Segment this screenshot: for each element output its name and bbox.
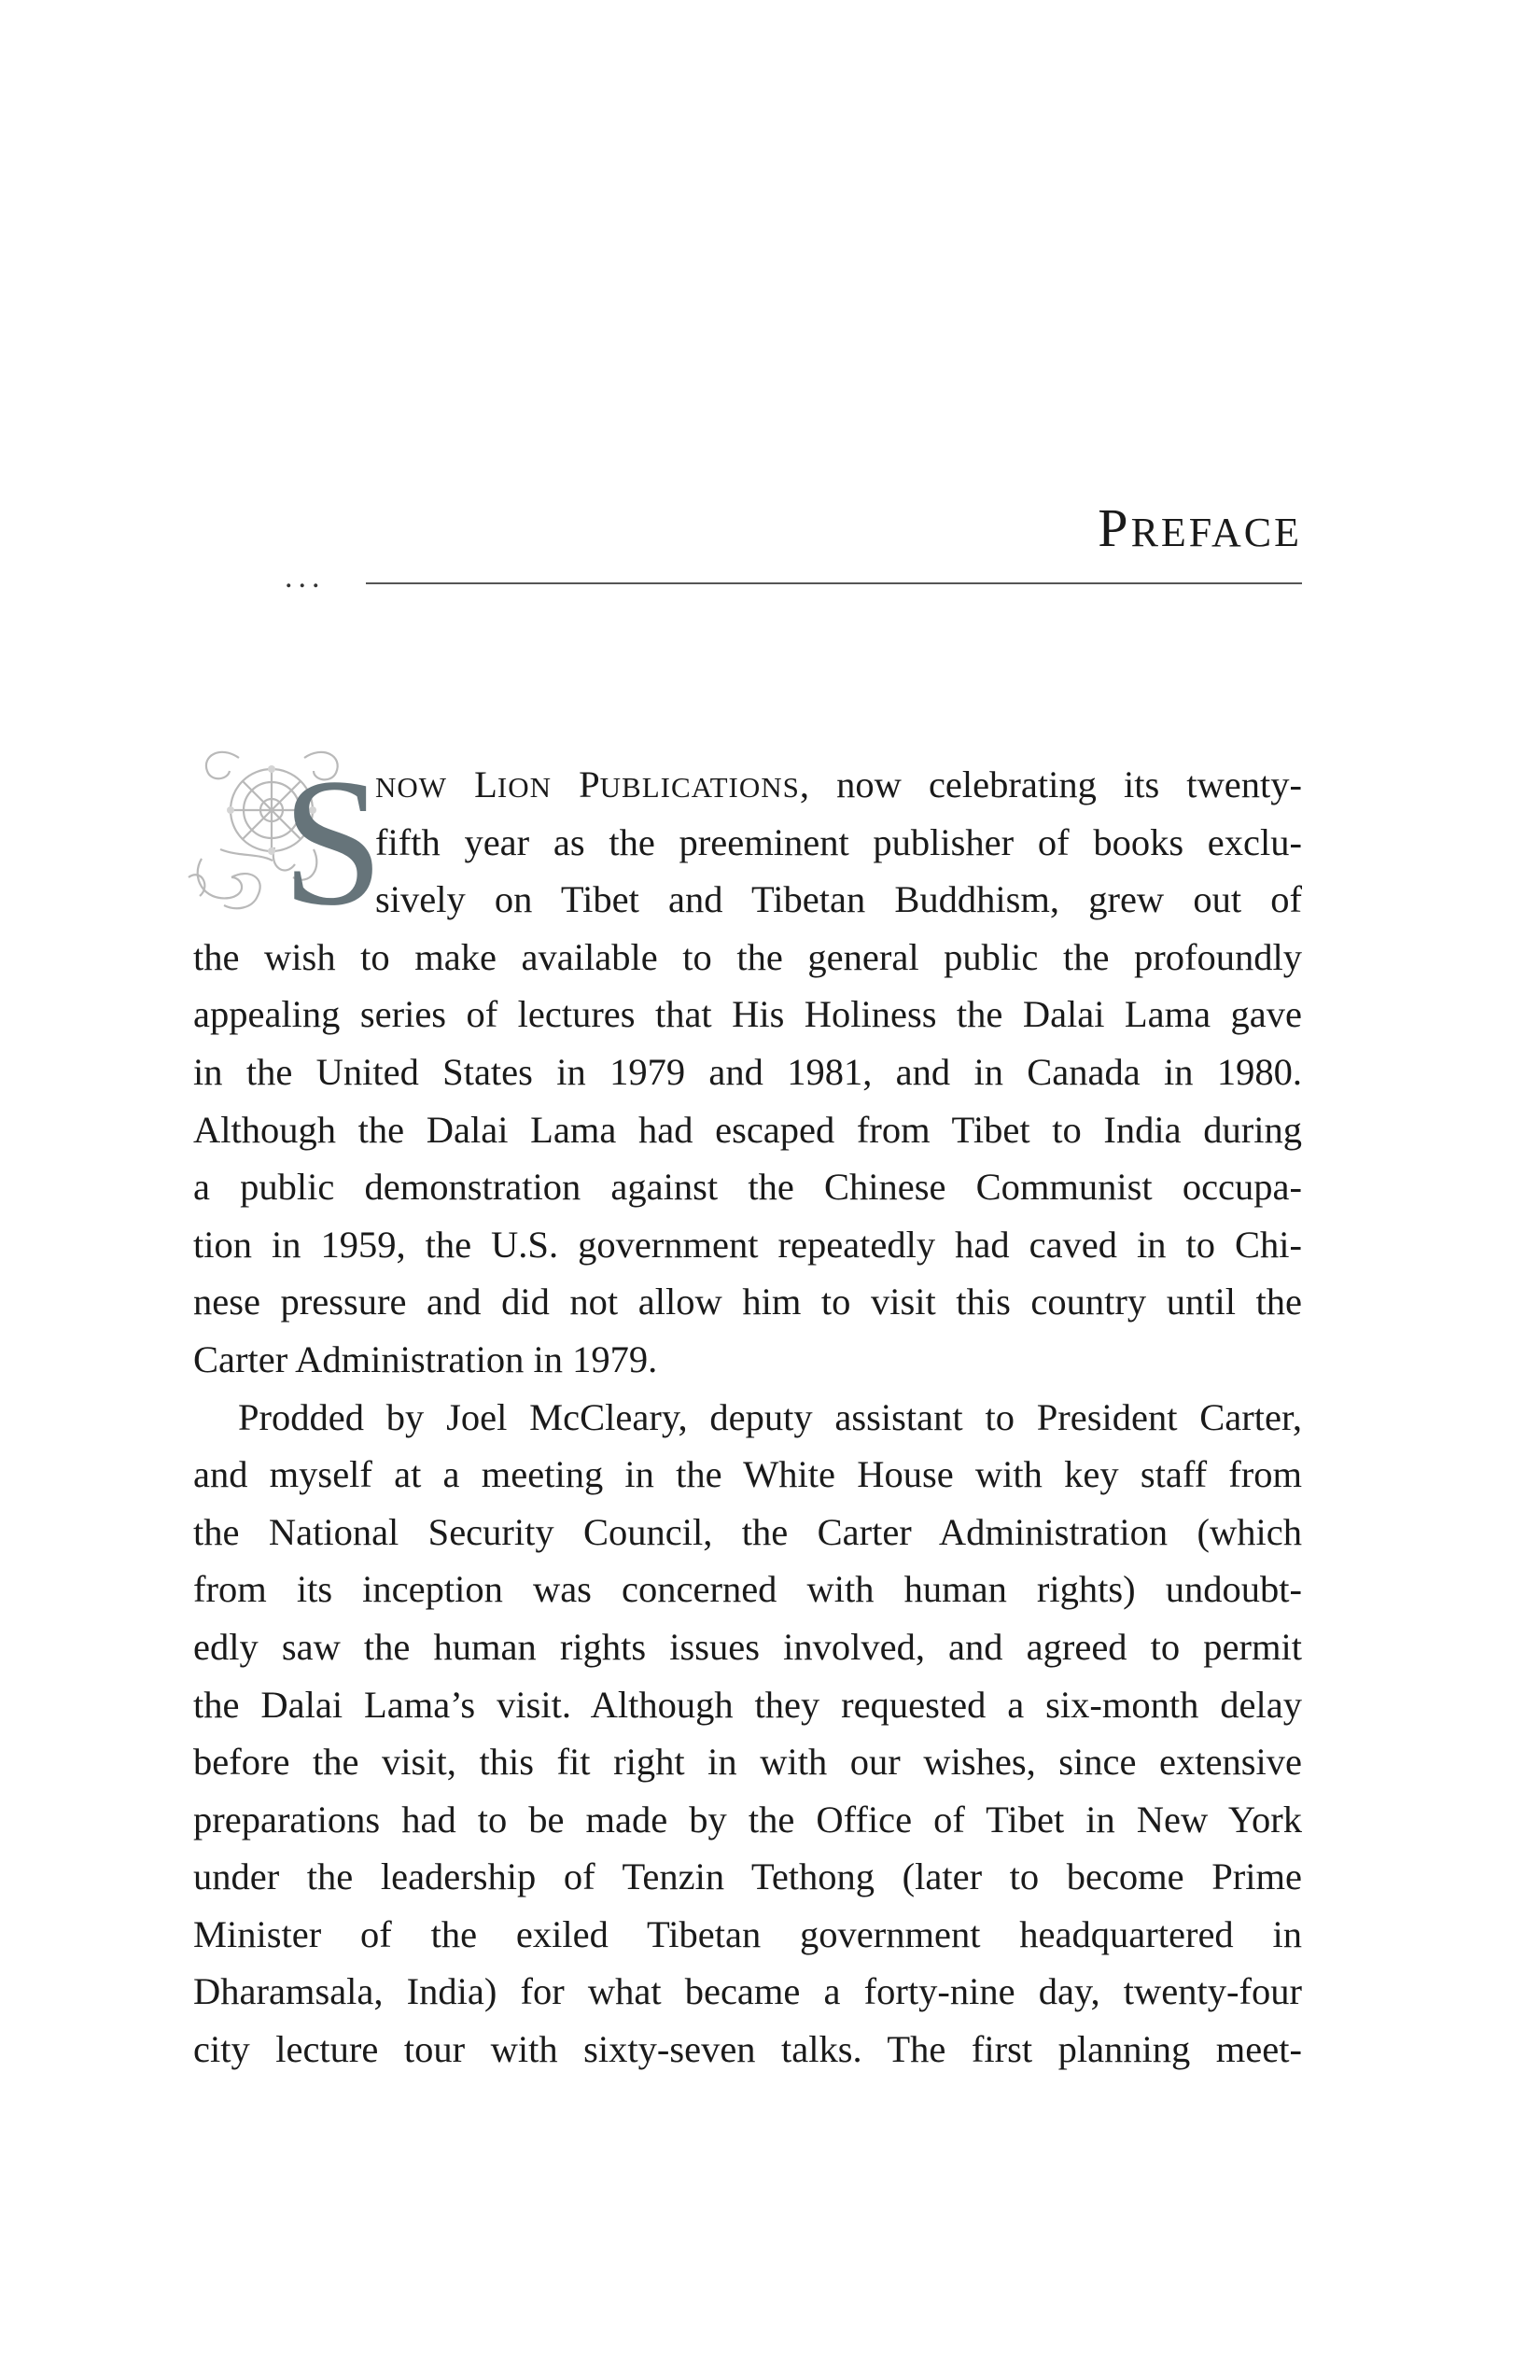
line-text: , now celebrating its twenty- bbox=[799, 763, 1303, 805]
text-line: from its inception was concerned with human rights) undoubt- bbox=[193, 1568, 1302, 1611]
text-line: nese pressure and did not allow him to visit this country until the bbox=[193, 1281, 1302, 1323]
preface-body bbox=[193, 756, 1302, 2079]
text-line: a public demonstration against the Chinese Communist occupa- bbox=[193, 1166, 1302, 1209]
text-line: appealing series of lectures that His Holiness the Dalai Lama gave bbox=[193, 993, 1302, 1036]
text-line: and myself at a meeting in the White House with key staff from bbox=[193, 1453, 1302, 1496]
text-line: sively on Tibet and Tibetan Buddhism, grew out of bbox=[375, 878, 1302, 921]
text-line: Although the Dalai Lama had escaped from Tibet to India during bbox=[193, 1108, 1302, 1151]
text-line: tion in 1959, the U.S. government repeatedly had caved in to Chi- bbox=[193, 1223, 1302, 1266]
text-line: fifth year as the preeminent publisher of books exclu- bbox=[375, 820, 1302, 863]
drop-cap: S bbox=[282, 741, 385, 944]
text-line: Dharamsala, India) for what became a forty-nine day, twenty-four bbox=[193, 1970, 1302, 2013]
lead-in-cap: P bbox=[579, 763, 600, 805]
text-line: Minister of the exiled Tibetan government headquartered in bbox=[193, 1912, 1302, 1955]
chapter-title-rest: REFACE bbox=[1130, 510, 1302, 555]
title-ellipsis: ... bbox=[285, 560, 326, 595]
text-line: preparations had to be made by the Office of Tibet in New York bbox=[193, 1798, 1302, 1841]
text-line: city lecture tour with sixty-seven talks. The first planning meet- bbox=[193, 2028, 1302, 2071]
text-line: Prodded by Joel McCleary, deputy assistant to President Carter, bbox=[238, 1395, 1302, 1438]
chapter-title bbox=[840, 497, 1302, 559]
text-line: edly saw the human rights issues involved, and agreed to permit bbox=[193, 1625, 1302, 1668]
title-rule bbox=[366, 582, 1302, 584]
text-line: Carter Administration in 1979. bbox=[193, 1337, 658, 1380]
text-line: the National Security Council, the Carter Administration (which bbox=[193, 1510, 1302, 1553]
chapter-title-initial: P bbox=[1098, 497, 1131, 558]
text-line bbox=[193, 756, 1302, 814]
lead-in-cap: L bbox=[474, 763, 497, 805]
lead-in-smallcaps: UBLICATIONS bbox=[599, 771, 800, 804]
lead-in-smallcaps: NOW bbox=[375, 771, 448, 804]
text-line: the Dalai Lama’s visit. Although they requested a six-month delay bbox=[193, 1683, 1302, 1726]
text-line: in the United States in 1979 and 1981, and in Canada in 1980. bbox=[193, 1050, 1302, 1093]
text-line: the wish to make available to the general public the profoundly bbox=[193, 935, 1302, 978]
text-line: before the visit, this fit right in with our wishes, since extensive bbox=[193, 1741, 1302, 1784]
lead-in-smallcaps: ION bbox=[497, 771, 553, 804]
text-line: under the leadership of Tenzin Tethong (later to become Prime bbox=[193, 1855, 1302, 1898]
